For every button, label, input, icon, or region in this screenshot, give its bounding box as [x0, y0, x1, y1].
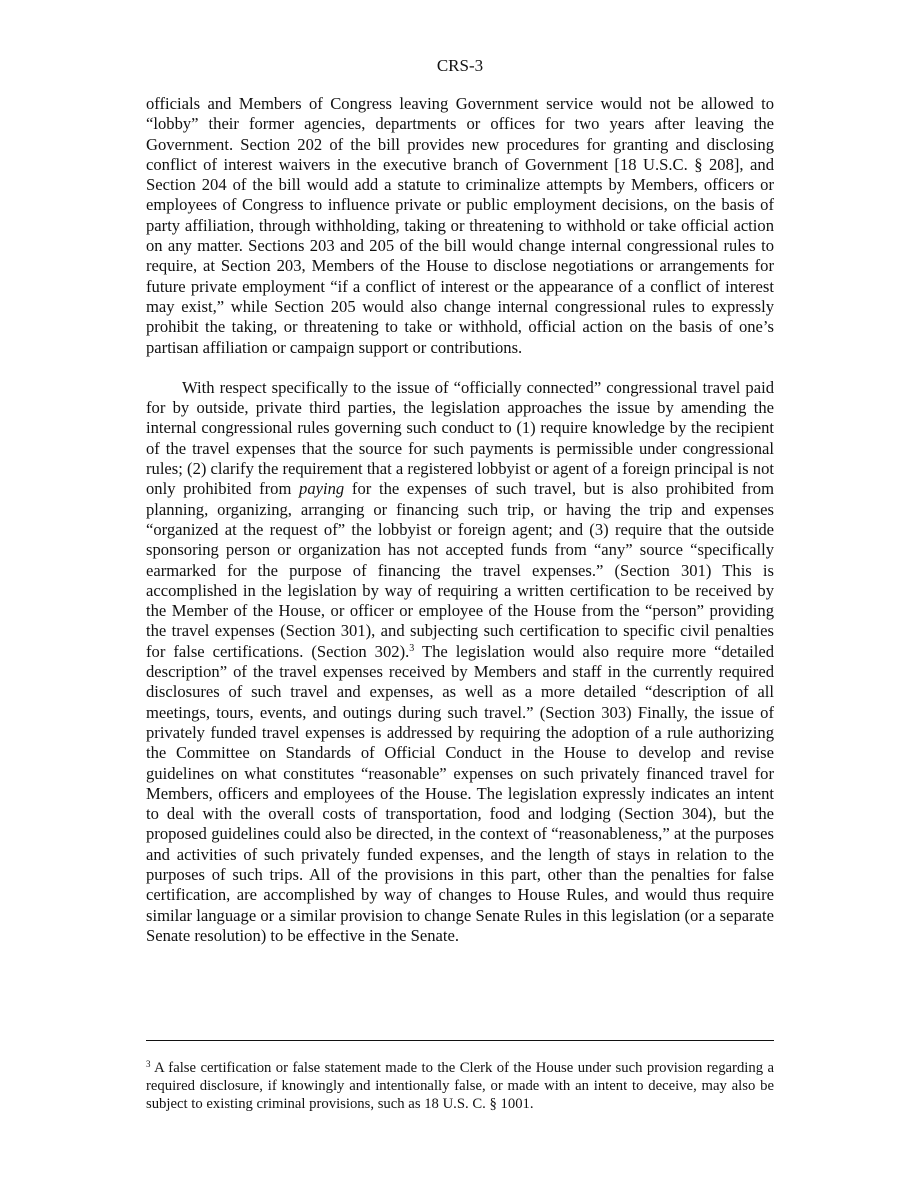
- emphasis-paying: paying: [299, 479, 345, 499]
- footnote-divider: [146, 1040, 774, 1041]
- page-number-header: CRS-3: [436, 56, 484, 75]
- footnote-text: A false certification or false statement made to the Clerk of the House under such provision regarding a required disclosure, if knowingly and intentionally false, or made with an intent to deceive, may also be subject to existing criminal provisions, such as 18 U.S. C. § 1001.: [146, 1060, 774, 1112]
- paragraph-travel-text-c: The legislation would also require more “detailed description” of the travel expenses received by Members and staff in the currently required disclosures of such travel and expenses, as well as a more detailed “description of all meetings, tours, events, and outings during such travel.” (Section 303) Finally, the issue of privately funded travel expenses is addressed by requiring the adoption of a rule authorizing the Committee on Standards of Official Conduct in the House to develop and revise guidelines on what constitutes “reasonable” expenses on such privately financed travel for Members, officers and employees of the House. The legislation expressly indicates an intent to deal with the overall costs of transportation, food and lodging (Section 304), but the proposed guidelines could also be directed, in the context of “reasonableness,” at the purposes and activities of such privately funded expenses, and the length of stays in relation to the purposes of such trips. All of the provisions in this part, other than the penalties for false certification, are accomplished by way of changes to House Rules, and would thus require similar language or a similar provision to change Senate Rules in this legislation (or a separate Senate resolution) to be effective in the Senate.: [146, 641, 774, 945]
- paragraph-travel-text-b: for the expenses of such travel, but is also prohibited from planning, organizing, arranging or financing such trip, or having the trip and expenses “organized at the request of” the lobbyist or foreign agent; and (3) require that the outside sponsoring person or organization has not accepted funds from “any” source “specifically earmarked for the purpose of financing the travel expenses.” (Section 301) This is accomplished in the legislation by way of requiring a written certification to be received by the Member of the House, or officer or employee of the House from the “person” providing the travel expenses (Section 301), and subjecting such certification to specific civil penalties for false certifications. (Section 302).: [146, 479, 774, 661]
- footnote: [146, 1059, 774, 1113]
- main-body: [146, 94, 774, 946]
- paragraph-continued: officials and Members of Congress leaving Government service would not be allowed to “lobby” their former agencies, departments or offices for two years after leaving the Government. Section 202 of the bill provides new procedures for granting and disclosing conflict of interest waivers in the executive branch of Government [18 U.S.C. § 208], and Section 204 of the bill would add a statute to criminalize attempts by Members, officers or employees of Congress to influence private or public employment decisions, on the basis of party affiliation, through withholding, taking or threatening to withhold or take official action on any matter. Sections 203 and 205 of the bill would change internal congressional rules to require, at Section 203, Members of the House to disclose negotiations or arrangements for future private employment “if a conflict of interest or the appearance of a conflict of interest may exist,” while Section 205 would also change internal congressional rules to expressly prohibit the taking, or threatening to take or withhold, official action on the basis of one’s partisan affiliation or campaign support or contributions.: [146, 94, 774, 357]
- paragraph-travel-text-a: With respect specifically to the issue of “officially connected” congressional travel paid for by outside, private third parties, the legislation approaches the issue by amending the internal congressional rules governing such conduct to (1) require knowledge by the recipient of the travel expenses that the source for such payments is permissible under congressional rules; (2) clarify the requirement that a registered lobbyist or agent of a foreign principal is not only prohibited from: [146, 377, 774, 499]
- paragraph-travel: [146, 378, 774, 946]
- footnote-number: 3: [146, 1059, 151, 1069]
- footnote-reference: 3: [409, 642, 415, 654]
